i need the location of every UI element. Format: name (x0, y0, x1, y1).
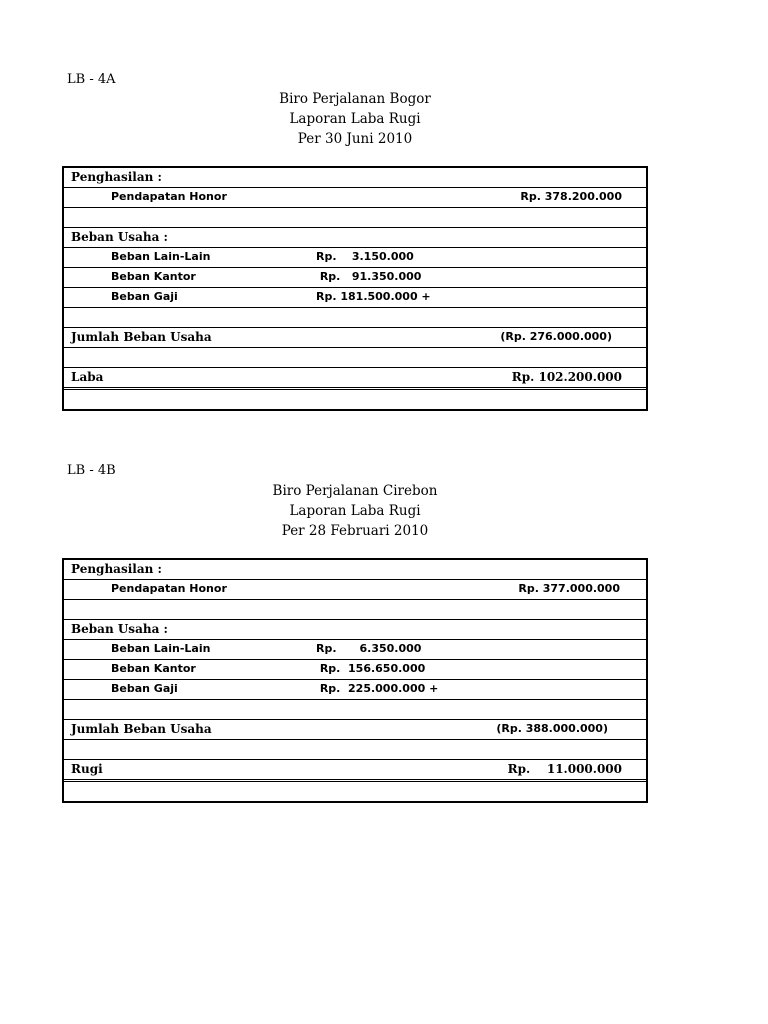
expense-label: Beban Kantor (111, 662, 196, 675)
income-statement-table (62, 558, 648, 803)
table-row (64, 168, 646, 188)
expense-label: Beban Lain-Lain (111, 642, 211, 655)
table-row (64, 248, 646, 268)
table-row (64, 660, 646, 680)
total-expense-label: Jumlah Beban Usaha (71, 722, 212, 736)
total-expense-amount: (Rp. 388.000.000) (496, 722, 608, 735)
expense-amount: Rp. 3.150.000 (316, 250, 414, 263)
table-row (64, 640, 646, 660)
company-name: Biro Perjalanan Bogor (279, 91, 431, 107)
table-row (64, 720, 646, 740)
table-row (64, 782, 646, 801)
report-code: LB - 4B (67, 463, 116, 478)
income-item-label: Pendapatan Honor (111, 582, 227, 595)
table-row (64, 740, 646, 760)
report-date: Per 28 Februari 2010 (281, 523, 429, 539)
report-code: LB - 4A (67, 72, 116, 87)
table-row (64, 560, 646, 580)
table-row (64, 700, 646, 720)
expense-header: Beban Usaha : (71, 622, 168, 636)
income-header: Penghasilan : (71, 170, 162, 184)
table-row (64, 288, 646, 308)
table-row (64, 680, 646, 700)
table-row (64, 600, 646, 620)
result-label: Rugi (71, 762, 103, 776)
expense-label: Beban Gaji (111, 682, 178, 695)
report-date: Per 30 Juni 2010 (297, 131, 413, 147)
report-heading (0, 481, 710, 541)
expense-amount: Rp. 91.350.000 (316, 270, 422, 283)
result-amount: Rp. 102.200.000 (511, 370, 622, 384)
income-item-amount: Rp. 377.000.000 (518, 582, 620, 595)
table-row (64, 188, 646, 208)
total-expense-label: Jumlah Beban Usaha (71, 330, 212, 344)
table-row (64, 620, 646, 640)
expense-label: Beban Lain-Lain (111, 250, 211, 263)
expense-label: Beban Kantor (111, 270, 196, 283)
table-row (64, 308, 646, 328)
expense-amount: Rp. 6.350.000 (316, 642, 422, 655)
income-item-label: Pendapatan Honor (111, 190, 227, 203)
report-title: Laporan Laba Rugi (289, 111, 421, 127)
result-amount: Rp. 11.000.000 (507, 762, 622, 776)
table-row (64, 328, 646, 348)
income-header: Penghasilan : (71, 562, 162, 576)
table-row (64, 268, 646, 288)
table-row (64, 228, 646, 248)
table-row (64, 368, 646, 390)
report-heading (0, 89, 710, 149)
table-row (64, 580, 646, 600)
income-statement-table (62, 166, 648, 411)
total-expense-amount: (Rp. 276.000.000) (500, 330, 612, 343)
table-row (64, 348, 646, 368)
income-item-amount: Rp. 378.200.000 (520, 190, 622, 203)
table-row (64, 208, 646, 228)
expense-amount: Rp. 225.000.000 + (316, 682, 439, 695)
table-row (64, 760, 646, 782)
expense-label: Beban Gaji (111, 290, 178, 303)
result-label: Laba (71, 370, 104, 384)
expense-header: Beban Usaha : (71, 230, 168, 244)
table-row (64, 390, 646, 409)
company-name: Biro Perjalanan Cirebon (272, 483, 438, 499)
report-title: Laporan Laba Rugi (289, 503, 421, 519)
expense-amount: Rp. 156.650.000 (316, 662, 426, 675)
expense-amount: Rp. 181.500.000 + (316, 290, 431, 303)
